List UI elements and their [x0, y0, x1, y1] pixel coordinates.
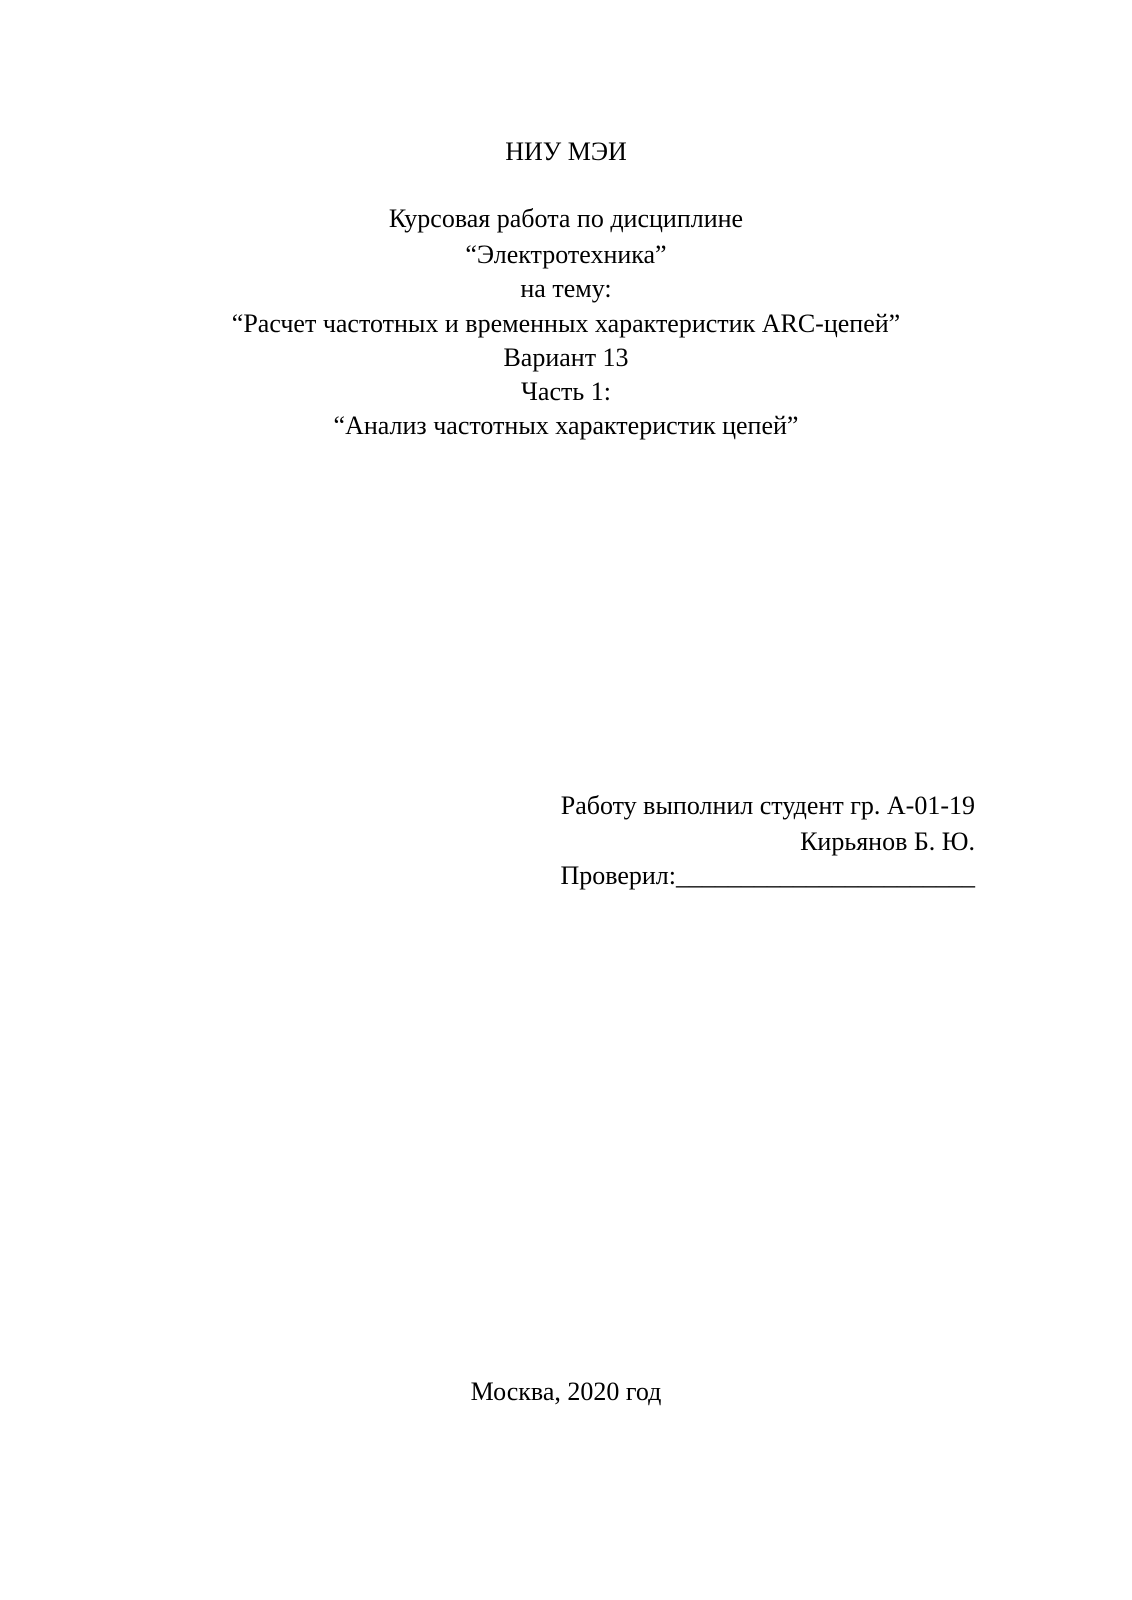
topic-title: “Расчет частотных и временных характеристик ARC-цепей”	[231, 309, 901, 338]
institution-name: НИУ МЭИ	[505, 137, 627, 166]
city-year: Москва, 2020 год	[470, 1377, 662, 1406]
variant-label: Вариант 13	[503, 343, 629, 372]
part-title: “Анализ частотных характеристик цепей”	[333, 411, 799, 440]
topic-label: на тему:	[520, 274, 612, 303]
checked-by: Проверил:_______________________	[560, 861, 975, 890]
work-type-line: Курсовая работа по дисциплине	[388, 204, 744, 233]
discipline-name: “Электротехника”	[465, 240, 667, 269]
part-label: Часть 1:	[521, 377, 611, 406]
student-name: Кирьянов Б. Ю.	[800, 827, 975, 856]
performed-by: Работу выполнил студент гр. А-01-19	[560, 791, 975, 820]
